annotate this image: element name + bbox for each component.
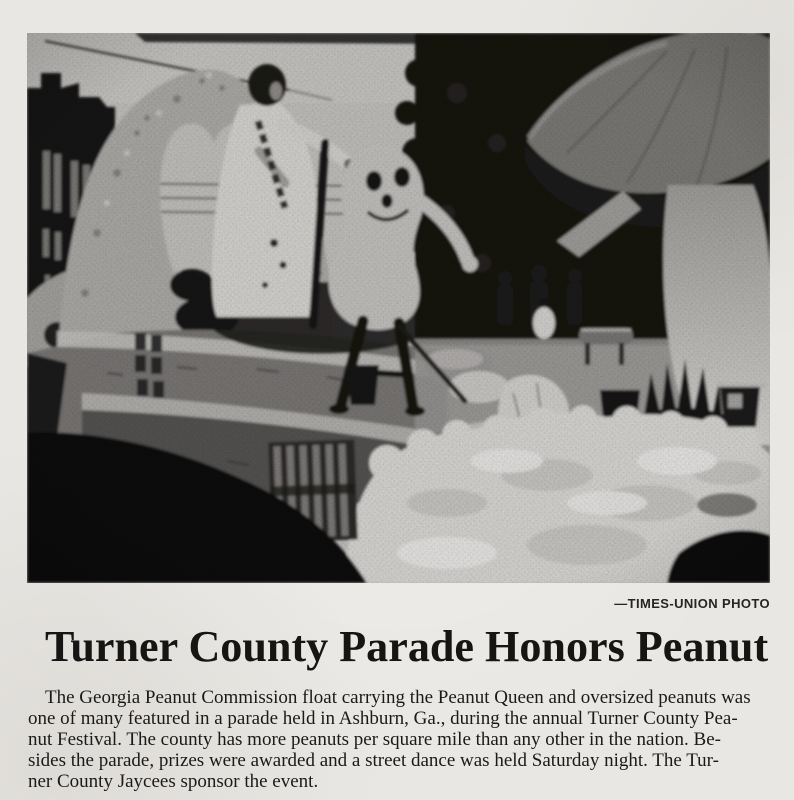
caption-line: one of many featured in a parade held in Ashburn, Ga., during the annual Turner County Pea- [28,708,738,729]
caption-line: nut Festival. The county has more peanuts per square mile than any other in the nation. Be- [28,729,721,750]
photo-credit: —TIMES-UNION PHOTO [614,596,770,611]
caption-line: sides the parade, prizes were awarded and a street dance was held Saturday night. The Tur- [28,750,719,771]
caption-line: ner County Jaycees sponsor the event. [28,771,319,792]
parade-float-photo [27,33,770,583]
headline: Turner County Parade Honors Peanut [45,622,769,671]
parade-float-photo-canvas [27,33,770,583]
photo-grain [27,33,770,583]
caption-paragraph [28,687,770,792]
caption-line: The Georgia Peanut Commission float carrying the Peanut Queen and oversized peanuts was [45,687,751,708]
